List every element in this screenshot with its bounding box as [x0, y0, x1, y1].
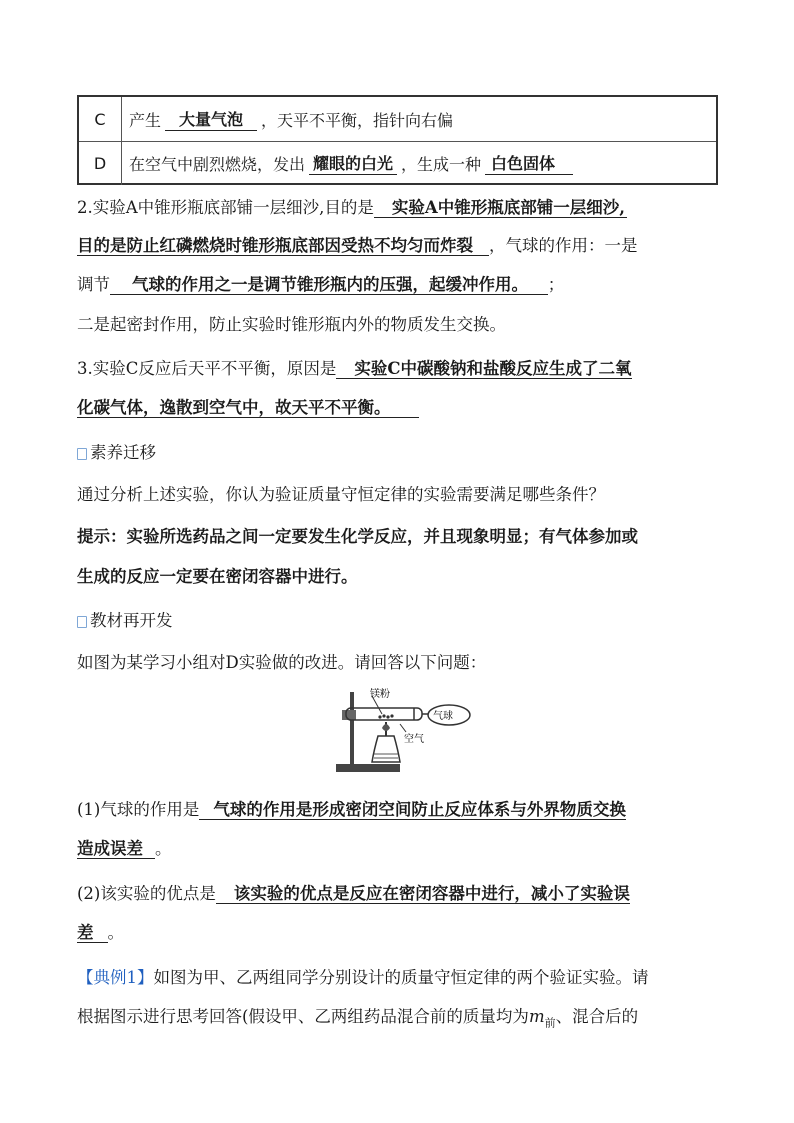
row-d-pre: 在空气中剧烈燃烧，发出 [129, 154, 306, 174]
sub-q1-period: 。 [155, 839, 172, 858]
q2-prefix: 2.实验A中锥形瓶底部铺一层细沙,目的是 [77, 198, 374, 217]
stand-base [336, 764, 400, 772]
sub-q2-line1 [77, 882, 630, 906]
section1-hint-line1 [77, 525, 638, 549]
results-table [77, 95, 718, 185]
row-c-answer: 大量气泡 [165, 107, 257, 131]
row-label-d: D [79, 141, 122, 185]
section-title-literacy [77, 441, 156, 465]
q2-answer-part1: 实验A中锥形瓶底部铺一层细沙, [374, 198, 627, 218]
glass-tube [346, 708, 422, 720]
sub-q1-line1 [77, 798, 626, 822]
q3-line1 [77, 357, 632, 381]
q3-line2 [77, 396, 419, 420]
table-row-c [79, 97, 716, 142]
sub-q1-answer-part2: 造成误差 [77, 839, 155, 859]
sub-q1-line2 [77, 837, 172, 861]
label-balloon: 气球 [433, 711, 453, 722]
row-c-content [129, 97, 453, 141]
bookmark-icon [77, 448, 87, 460]
sub-q2-prefix: (2)该实验的优点是 [77, 884, 216, 903]
row-c-pre: 产生 [129, 110, 162, 130]
row-d-answer1: 耀眼的白光 [309, 151, 397, 175]
sub-q2-period: 。 [107, 923, 124, 942]
section1-title-text: 素养迁移 [90, 443, 156, 462]
sub-q2-answer-part2: 差 [77, 923, 108, 943]
row-d-content [129, 141, 573, 185]
stand-rod [350, 692, 354, 766]
label-magnesium: 镁粉 [370, 689, 390, 700]
flame [382, 724, 390, 731]
example-line2 [77, 1005, 638, 1035]
example-text-2: 根据图示进行思考回答(假设甲、乙两组药品混合前的质量均为 [77, 1007, 529, 1026]
section2-intro: 如图为某学习小组对D实验做的改进。请回答以下问题： [77, 653, 487, 672]
q3-answer-part2: 化碳气体，逸散到空气中，故天平不平衡。 [77, 398, 419, 418]
mass-symbol: m [528, 1007, 545, 1026]
apparatus-diagram [334, 688, 484, 774]
q2-balloon-answer: 气球的作用之一是调节锥形瓶内的压强，起缓冲作用。 [110, 275, 548, 295]
section1-question: 通过分析上述实验，你认为验证质量守恒定律的实验需要满足哪些条件？ [77, 485, 605, 504]
example-text-3: 、混合后的 [555, 1007, 639, 1026]
q3-answer-part1: 实验C中碳酸钠和盐酸反应生成了二氧 [336, 359, 631, 379]
bookmark-icon [77, 616, 87, 628]
hint-label: 提示： [77, 527, 127, 546]
hint-text-1: 实验所选药品之间一定要发生化学反应，并且现象明显；有气体参加或 [126, 527, 638, 546]
section1-hint-line2 [77, 565, 358, 589]
q2-adjust-label: 调节 [77, 275, 110, 294]
apparatus-figure [334, 688, 484, 774]
section-title-textbook [77, 609, 173, 633]
example-line1 [77, 966, 649, 990]
q2-balloon-text: ，气球的作用：一是 [489, 236, 638, 255]
sub-q2-answer-part1: 该实验的优点是反应在密闭容器中进行，减小了实验误 [216, 884, 630, 904]
q2-answer-part2: 目的是防止红磷燃烧时锥形瓶底部因受热不均匀而炸裂 [77, 236, 489, 256]
row-d-mid: ，生成一种 [401, 154, 482, 174]
section2-title-text: 教材再开发 [90, 611, 173, 630]
row-label-c: C [79, 97, 122, 141]
table-row-d [79, 141, 716, 185]
q3-prefix: 3.实验C反应后天平不平衡，原因是 [77, 359, 337, 378]
q2-line4: 二是起密封作用，防止实验时锥形瓶内外的物质发生交换。 [77, 315, 506, 334]
example-text-1: 如图为甲、乙两组同学分别设计的质量守恒定律的两个验证实验。请 [153, 968, 649, 987]
label-air: 空气 [404, 734, 424, 745]
hint-text-2: 生成的反应一定要在密闭容器中进行。 [77, 567, 358, 586]
clamp [342, 710, 356, 720]
sub-q1-answer-part1: 气球的作用是形成密闭空间防止反应体系与外界物质交换 [199, 800, 626, 820]
row-d-answer2: 白色固体 [485, 151, 573, 175]
row-c-post: ，天平不平衡，指针向右偏 [261, 110, 454, 130]
sub-q1-prefix: (1)气球的作用是 [77, 800, 200, 819]
example-tag: 【典例1】 [77, 968, 154, 987]
sub-q2-line2 [77, 921, 124, 945]
q2-line3 [77, 273, 564, 297]
q2-semicolon: ； [547, 275, 565, 294]
mass-subscript: 前 [544, 1016, 556, 1030]
q2-line1 [77, 196, 627, 220]
q2-line2 [77, 234, 638, 258]
